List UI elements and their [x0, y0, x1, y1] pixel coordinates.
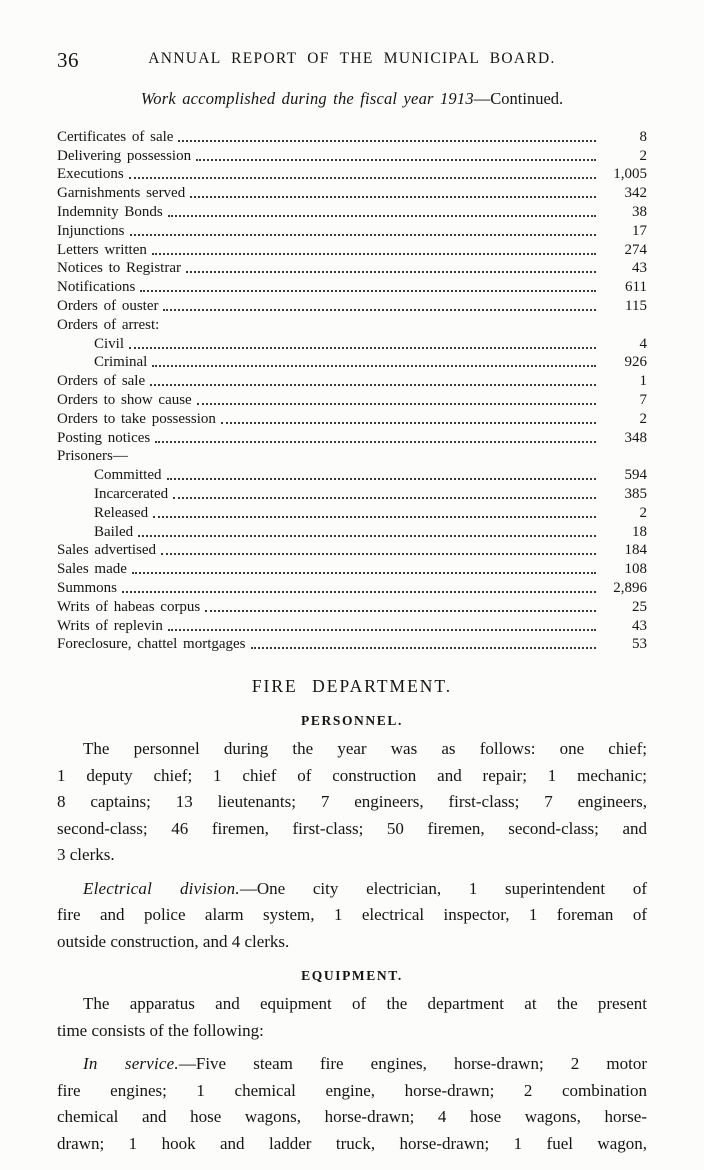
dotted-leader [221, 422, 596, 424]
ledger-row [57, 221, 647, 240]
ledger-value: 348 [624, 429, 647, 446]
caption-italic-text: Work accomplished during the fiscal year 1913 [140, 89, 474, 108]
ledger-value: 385 [624, 485, 647, 502]
ledger-label: Notifications [57, 279, 136, 296]
ledger-group-row [57, 315, 647, 334]
paragraph-line: 8 captains; 13 lieutenants; 7 engineers, first-class; 7 engineers, [57, 792, 647, 812]
ledger-value: 25 [632, 598, 647, 615]
ledger-row [57, 522, 647, 541]
ledger-value: 274 [624, 241, 647, 258]
ledger-row [57, 635, 647, 654]
ledger-row [57, 578, 647, 597]
section-title-fire-department: FIRE DEPARTMENT. [251, 676, 453, 697]
sub-heading-personnel: PERSONNEL. [301, 713, 403, 729]
ledger-label: Orders of arrest: [57, 316, 160, 333]
ledger-row [57, 127, 647, 146]
ledger-value: 2 [639, 504, 647, 521]
ledger-label: Posting notices [57, 429, 151, 446]
ledger-label: Writs of replevin [57, 617, 163, 634]
ledger-value: 53 [632, 636, 647, 653]
ledger-value: 2,896 [613, 579, 647, 596]
ledger-row [57, 390, 647, 409]
ledger-label: Sales advertised [57, 542, 157, 559]
paragraph-line: drawn; 1 hook and ladder truck, horse-drawn; 1 fuel wagon, [57, 1133, 647, 1153]
ledger-row [57, 409, 647, 428]
table-caption [57, 89, 647, 109]
ledger-value: 1,005 [613, 166, 647, 183]
ledger-row [57, 428, 647, 447]
ledger-value: 2 [639, 147, 647, 164]
paragraph-line: outside construction, and 4 clerks. [57, 931, 290, 951]
ledger-row [57, 259, 647, 278]
ledger-value: 926 [624, 354, 647, 371]
ledger-label: Sales made [57, 561, 127, 578]
caption-suffix: —Continued. [473, 89, 564, 108]
ledger-label: Indemnity Bonds [57, 203, 163, 220]
ledger-row [57, 202, 647, 221]
ledger-group-row [57, 447, 647, 466]
ledger-label: Injunctions [57, 222, 125, 239]
dotted-leader [173, 497, 596, 499]
ledger-row [57, 484, 647, 503]
ledger-value: 7 [639, 391, 647, 408]
ledger-row [57, 296, 647, 315]
dotted-leader [167, 478, 597, 480]
ledger-label: Foreclosure, chattel mortgages [57, 636, 246, 653]
ledger-value: 4 [639, 335, 647, 352]
ledger-label: Delivering possession [57, 147, 192, 164]
paragraph-equipment-1 [57, 991, 647, 1044]
ledger-label: Prisoners— [57, 448, 128, 465]
paragraph-line-text: —One city electrician, 1 superintendent of [239, 878, 647, 898]
ledger-row [57, 465, 647, 484]
paragraph-line: time consists of the following: [57, 1020, 264, 1040]
paragraph-line: second-class; 46 firemen, first-class; 50 firemen, second-class; and [57, 818, 647, 838]
page-number: 36 [57, 48, 79, 72]
ledger-label: Certificates of sale [57, 128, 174, 145]
dotted-leader [196, 159, 596, 161]
ledger-label: Writs of habeas corpus [57, 598, 201, 615]
ledger-value: 184 [624, 542, 647, 559]
dotted-leader [150, 384, 596, 386]
dotted-leader [161, 553, 596, 555]
work-accomplished-ledger [57, 127, 647, 653]
paragraph-line: The apparatus and equipment of the department at the present [83, 994, 647, 1014]
dotted-leader [129, 347, 596, 349]
ledger-value: 43 [632, 617, 647, 634]
ledger-row [57, 559, 647, 578]
ledger-row [57, 183, 647, 202]
ledger-value: 108 [624, 561, 647, 578]
ledger-row [57, 371, 647, 390]
dotted-leader [130, 234, 597, 236]
ledger-value: 342 [624, 185, 647, 202]
paragraph-line: The personnel during the year was as follows: one chief; [83, 739, 647, 759]
dotted-leader [197, 403, 596, 405]
ledger-value: 594 [624, 467, 647, 484]
ledger-value: 115 [625, 297, 647, 314]
paragraph-line [57, 1051, 647, 1078]
running-header [57, 50, 647, 74]
ledger-label: Civil [94, 335, 125, 352]
ledger-row [57, 616, 647, 635]
ledger-label: Notices to Registrar [57, 260, 181, 277]
dotted-leader [251, 647, 596, 649]
paragraph-lead-italic: Electrical division. [83, 878, 240, 898]
ledger-value: 1 [639, 373, 647, 390]
ledger-label: Committed [94, 467, 162, 484]
dotted-leader [190, 196, 596, 198]
ledger-label: Orders of ouster [57, 297, 159, 314]
ledger-row [57, 334, 647, 353]
ledger-label: Garnishments served [57, 185, 186, 202]
ledger-row [57, 146, 647, 165]
ledger-value: 38 [632, 203, 647, 220]
ledger-value: 2 [639, 410, 647, 427]
ledger-label: Criminal [94, 354, 148, 371]
paragraph-in-service [57, 1051, 647, 1157]
ledger-label: Summons [57, 579, 118, 596]
ledger-label: Released [94, 504, 149, 521]
dotted-leader [138, 535, 596, 537]
dotted-leader [132, 572, 596, 574]
dotted-leader [152, 253, 596, 255]
ledger-row [57, 165, 647, 184]
ledger-value: 8 [639, 128, 647, 145]
paragraph-line: fire and police alarm system, 1 electrical inspector, 1 foreman of [57, 905, 647, 925]
paragraph-line: 3 clerks. [57, 845, 115, 865]
ledger-row [57, 541, 647, 560]
ledger-value: 17 [632, 222, 647, 239]
ledger-row [57, 597, 647, 616]
ledger-label: Orders to show cause [57, 391, 192, 408]
ledger-label: Bailed [94, 523, 134, 540]
paragraph-personnel-1 [57, 736, 647, 869]
dotted-leader [205, 610, 596, 612]
dotted-leader [152, 365, 596, 367]
ledger-row [57, 240, 647, 259]
ledger-row [57, 353, 647, 372]
paragraph-line: chemical and hose wagons, horse-drawn; 4 hose wagons, horse- [57, 1107, 647, 1127]
paragraph-line: 1 deputy chief; 1 chief of construction and repair; 1 mechanic; [57, 765, 647, 785]
ledger-label: Incarcerated [94, 485, 169, 502]
ledger-label: Executions [57, 166, 124, 183]
dotted-leader [129, 177, 596, 179]
running-header-title: ANNUAL REPORT OF THE MUNICIPAL BOARD. [148, 50, 556, 67]
dotted-leader [122, 591, 596, 593]
paragraph-line-text: —Five steam fire engines, horse-drawn; 2 motor [178, 1054, 648, 1074]
paragraph-electrical-division [57, 876, 647, 956]
dotted-leader [163, 309, 596, 311]
ledger-value: 611 [625, 279, 647, 296]
dotted-leader [140, 290, 596, 292]
ledger-row [57, 277, 647, 296]
ledger-value: 18 [632, 523, 647, 540]
ledger-label: Letters written [57, 241, 147, 258]
dotted-leader [186, 271, 596, 273]
dotted-leader [168, 215, 596, 217]
sub-heading-equipment: EQUIPMENT. [301, 968, 403, 984]
ledger-row [57, 503, 647, 522]
dotted-leader [153, 516, 596, 518]
ledger-value: 43 [632, 260, 647, 277]
dotted-leader [168, 629, 596, 631]
dotted-leader [178, 140, 596, 142]
dotted-leader [155, 441, 596, 443]
paragraph-lead-italic: In service. [83, 1054, 179, 1074]
paragraph-line: fire engines; 1 chemical engine, horse-drawn; 2 combination [57, 1080, 647, 1100]
ledger-label: Orders to take possession [57, 410, 216, 427]
paragraph-line [57, 876, 647, 903]
ledger-label: Orders of sale [57, 373, 146, 390]
